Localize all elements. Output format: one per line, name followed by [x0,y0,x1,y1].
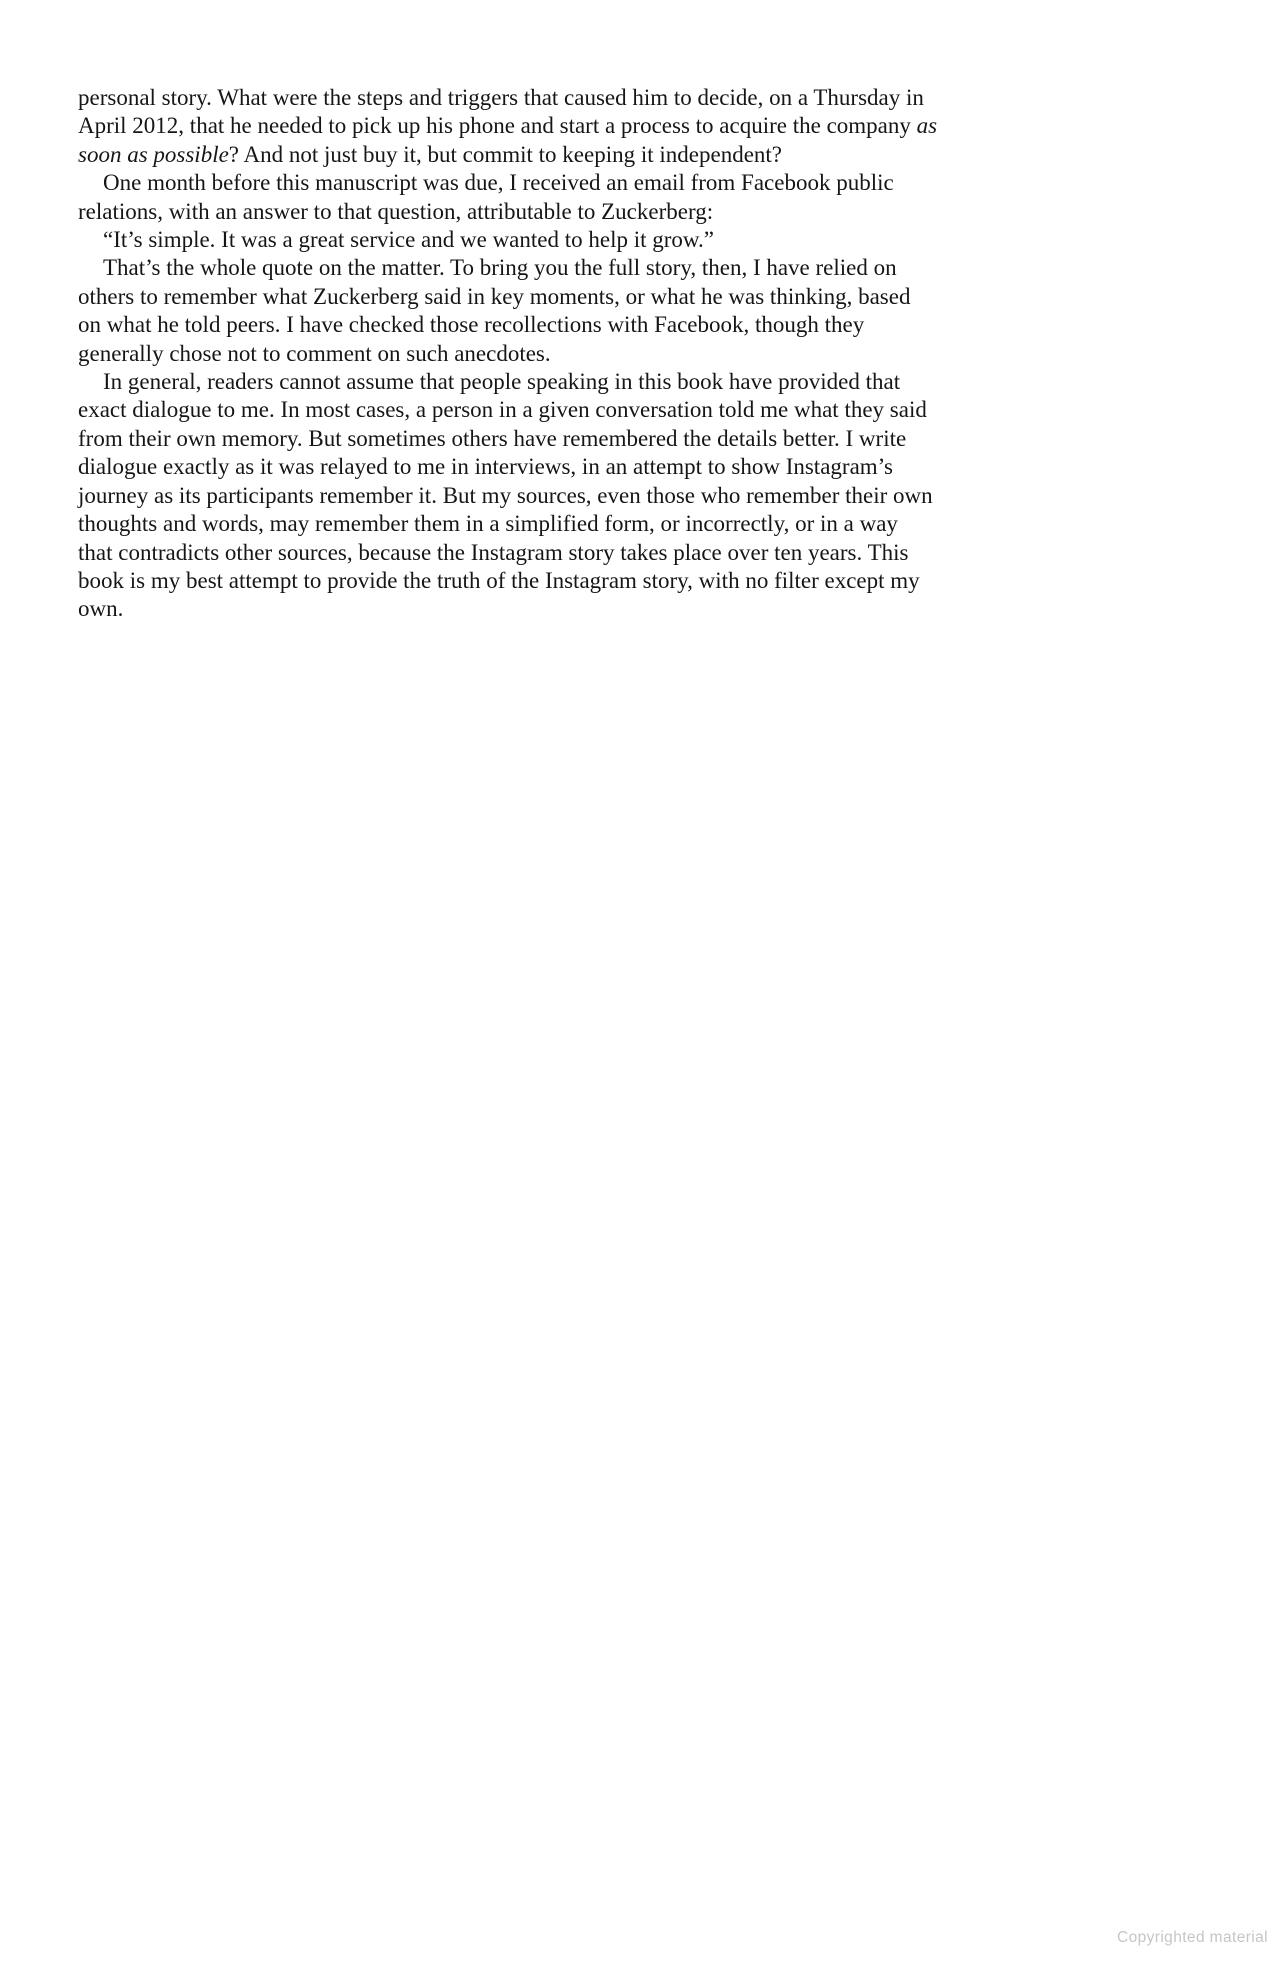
text-segment: personal story. What were the steps and triggers that caused him to decide, on a Thursday in April 2012, that he needed to pick up his phone and start a process to acquire the company [78,85,924,139]
copyright-notice: Copyrighted material [1116,1929,1268,1946]
paragraph [78,254,938,368]
text-segment: One month before this manuscript was due, I received an email from Facebook public relations, with an answer to that question, attributable to Zuckerberg: [78,170,894,224]
book-page-text [78,84,938,624]
italic-text-segment: as soon as possible [78,113,938,167]
text-segment: In general, readers cannot assume that people speaking in this book have provided that exact dialogue to me. In most cases, a person in a given conversation told me what they said from their own memory. But sometimes others have remembered the details better. I write dialogue exactly as it was relayed to me in interviews, in an attempt to show Instagram’s journey as its participants remember it. But my sources, even those who remember their own thoughts and words, may remember them in a simplified form, or incorrectly, or in a way that contradicts other sources, because the Instagram story takes place over ten years. This book is my best attempt to provide the truth of the Instagram story, with no filter except my own. [78,369,933,622]
text-segment: “It’s simple. It was a great service and we wanted to help it grow.” [103,227,714,253]
paragraph [78,226,938,254]
paragraph [78,84,938,169]
paragraph [78,169,938,226]
text-segment: That’s the whole quote on the matter. To bring you the full story, then, I have relied on others to remember what Zuckerberg said in key moments, or what he was thinking, based on what he told peers. I have checked those recollections with Facebook, though they generally chose not to comment on such anecdotes. [78,255,911,366]
text-segment: ? And not just buy it, but commit to keeping it independent? [228,141,782,167]
paragraph [78,368,938,624]
